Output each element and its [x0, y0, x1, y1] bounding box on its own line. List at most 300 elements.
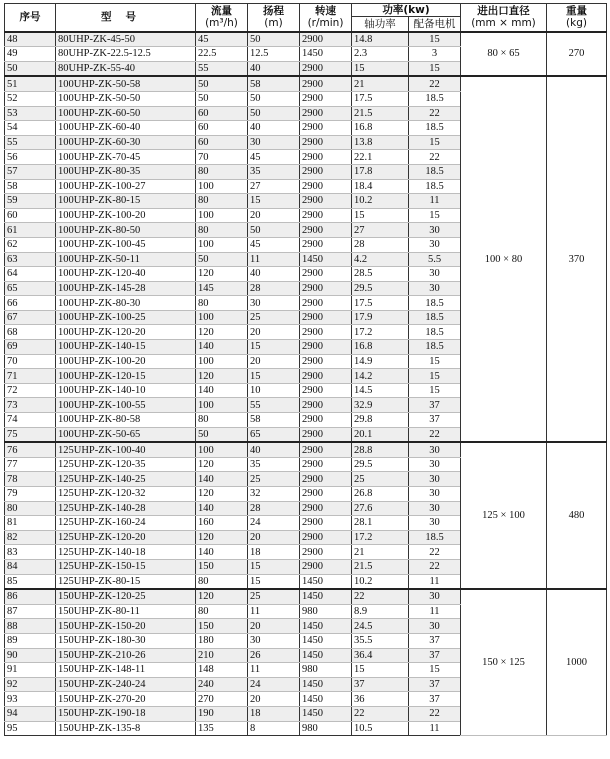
row-no: 54	[5, 121, 56, 136]
row-head: 30	[248, 296, 300, 311]
row-model: 80UHP-ZK-55-40	[56, 61, 196, 76]
row-flow: 120	[196, 589, 248, 604]
row-motor-power: 18.5	[409, 179, 461, 194]
row-shaft-power: 28.8	[352, 442, 409, 457]
row-speed: 1450	[300, 648, 352, 663]
row-shaft-power: 18.4	[352, 179, 409, 194]
row-model: 150UHP-ZK-270-20	[56, 692, 196, 707]
header-motor-power: 配备电机	[409, 17, 461, 32]
row-model: 80UHP-ZK-22.5-12.5	[56, 47, 196, 62]
row-flow: 50	[196, 76, 248, 91]
row-head: 10	[248, 383, 300, 398]
row-motor-power: 5.5	[409, 252, 461, 267]
row-speed: 1450	[300, 47, 352, 62]
row-no: 81	[5, 516, 56, 531]
row-model: 150UHP-ZK-150-20	[56, 619, 196, 634]
row-model: 125UHP-ZK-80-15	[56, 574, 196, 589]
row-shaft-power: 13.8	[352, 135, 409, 150]
row-speed: 2900	[300, 150, 352, 165]
row-motor-power: 30	[409, 487, 461, 502]
row-head: 58	[248, 76, 300, 91]
row-speed: 2900	[300, 32, 352, 47]
group-port-size: 150 × 125	[461, 589, 547, 735]
row-no: 80	[5, 501, 56, 516]
row-speed: 2900	[300, 530, 352, 545]
row-model: 100UHP-ZK-100-27	[56, 179, 196, 194]
row-speed: 2900	[300, 369, 352, 384]
row-motor-power: 30	[409, 472, 461, 487]
row-head: 11	[248, 252, 300, 267]
header-flow-label: 流量	[211, 5, 232, 18]
row-speed: 2900	[300, 325, 352, 340]
row-head: 30	[248, 633, 300, 648]
row-motor-power: 11	[409, 574, 461, 589]
row-model: 100UHP-ZK-80-50	[56, 223, 196, 238]
row-flow: 270	[196, 692, 248, 707]
header-speed	[300, 4, 352, 32]
header-weight-unit: (kg)	[566, 17, 587, 30]
row-model: 100UHP-ZK-120-15	[56, 369, 196, 384]
row-no: 52	[5, 91, 56, 106]
row-flow: 140	[196, 383, 248, 398]
row-shaft-power: 15	[352, 208, 409, 223]
row-flow: 100	[196, 442, 248, 457]
row-flow: 150	[196, 619, 248, 634]
row-shaft-power: 14.2	[352, 369, 409, 384]
row-shaft-power: 21.5	[352, 106, 409, 121]
row-flow: 100	[196, 179, 248, 194]
row-speed: 2900	[300, 559, 352, 574]
header-model: 型号	[56, 4, 196, 32]
row-flow: 140	[196, 472, 248, 487]
row-speed: 2900	[300, 164, 352, 179]
row-speed: 2900	[300, 383, 352, 398]
row-motor-power: 30	[409, 237, 461, 252]
row-speed: 2900	[300, 354, 352, 369]
row-model: 125UHP-ZK-140-18	[56, 545, 196, 560]
header-weight-label: 重量	[566, 5, 587, 18]
row-no: 58	[5, 179, 56, 194]
row-head: 18	[248, 706, 300, 721]
row-head: 28	[248, 281, 300, 296]
row-head: 35	[248, 457, 300, 472]
row-shaft-power: 10.2	[352, 194, 409, 209]
group-weight: 270	[547, 32, 607, 77]
row-shaft-power: 21.5	[352, 559, 409, 574]
row-head: 15	[248, 559, 300, 574]
row-flow: 140	[196, 545, 248, 560]
row-head: 30	[248, 135, 300, 150]
row-motor-power: 37	[409, 692, 461, 707]
row-model: 100UHP-ZK-60-40	[56, 121, 196, 136]
row-head: 12.5	[248, 47, 300, 62]
row-motor-power: 37	[409, 413, 461, 428]
row-shaft-power: 29.5	[352, 281, 409, 296]
pump-spec-table	[4, 3, 607, 736]
row-model: 100UHP-ZK-80-15	[56, 194, 196, 209]
row-no: 87	[5, 604, 56, 619]
row-flow: 22.5	[196, 47, 248, 62]
row-shaft-power: 4.2	[352, 252, 409, 267]
row-shaft-power: 25	[352, 472, 409, 487]
row-speed: 2900	[300, 91, 352, 106]
row-speed: 980	[300, 604, 352, 619]
row-shaft-power: 16.8	[352, 121, 409, 136]
row-motor-power: 18.5	[409, 164, 461, 179]
header-weight	[547, 4, 607, 32]
row-shaft-power: 16.8	[352, 340, 409, 355]
row-no: 85	[5, 574, 56, 589]
row-model: 100UHP-ZK-100-20	[56, 208, 196, 223]
row-no: 79	[5, 487, 56, 502]
row-flow: 80	[196, 296, 248, 311]
table-body	[5, 32, 607, 736]
row-model: 100UHP-ZK-145-28	[56, 281, 196, 296]
row-model: 100UHP-ZK-80-30	[56, 296, 196, 311]
row-flow: 45	[196, 32, 248, 47]
row-head: 20	[248, 692, 300, 707]
row-head: 15	[248, 369, 300, 384]
row-head: 26	[248, 648, 300, 663]
row-motor-power: 30	[409, 619, 461, 634]
row-head: 24	[248, 677, 300, 692]
row-shaft-power: 36	[352, 692, 409, 707]
row-head: 35	[248, 164, 300, 179]
row-motor-power: 22	[409, 106, 461, 121]
row-motor-power: 18.5	[409, 121, 461, 136]
row-head: 25	[248, 310, 300, 325]
row-head: 15	[248, 194, 300, 209]
row-shaft-power: 28	[352, 237, 409, 252]
row-motor-power: 37	[409, 677, 461, 692]
row-shaft-power: 28.5	[352, 267, 409, 282]
row-model: 100UHP-ZK-100-55	[56, 398, 196, 413]
row-model: 125UHP-ZK-160-24	[56, 516, 196, 531]
row-speed: 2900	[300, 281, 352, 296]
row-no: 70	[5, 354, 56, 369]
row-flow: 100	[196, 310, 248, 325]
row-head: 20	[248, 208, 300, 223]
row-flow: 140	[196, 501, 248, 516]
row-no: 73	[5, 398, 56, 413]
row-model: 125UHP-ZK-150-15	[56, 559, 196, 574]
row-no: 90	[5, 648, 56, 663]
row-model: 125UHP-ZK-140-25	[56, 472, 196, 487]
row-motor-power: 3	[409, 47, 461, 62]
header-power: 功率(kw)	[352, 4, 461, 17]
row-flow: 145	[196, 281, 248, 296]
row-model: 150UHP-ZK-120-25	[56, 589, 196, 604]
row-model: 125UHP-ZK-140-28	[56, 501, 196, 516]
row-head: 55	[248, 398, 300, 413]
row-shaft-power: 15	[352, 61, 409, 76]
row-shaft-power: 21	[352, 76, 409, 91]
row-shaft-power: 37	[352, 677, 409, 692]
row-head: 50	[248, 91, 300, 106]
spec-sheet	[4, 3, 606, 736]
row-head: 65	[248, 427, 300, 442]
row-head: 20	[248, 354, 300, 369]
row-motor-power: 11	[409, 721, 461, 736]
table-row	[5, 442, 607, 457]
row-model: 100UHP-ZK-50-58	[56, 76, 196, 91]
row-no: 95	[5, 721, 56, 736]
row-motor-power: 22	[409, 76, 461, 91]
header-head-unit: (m)	[264, 17, 283, 30]
row-no: 60	[5, 208, 56, 223]
row-no: 53	[5, 106, 56, 121]
table-row	[5, 76, 607, 91]
row-speed: 1450	[300, 619, 352, 634]
row-flow: 120	[196, 325, 248, 340]
row-flow: 80	[196, 574, 248, 589]
header-port-unit: (mm × mm)	[471, 17, 536, 30]
header-flow	[196, 4, 248, 32]
row-motor-power: 37	[409, 648, 461, 663]
row-head: 45	[248, 150, 300, 165]
row-flow: 50	[196, 427, 248, 442]
row-head: 20	[248, 325, 300, 340]
row-shaft-power: 2.3	[352, 47, 409, 62]
row-head: 20	[248, 619, 300, 634]
row-no: 86	[5, 589, 56, 604]
row-model: 125UHP-ZK-120-35	[56, 457, 196, 472]
row-shaft-power: 29.5	[352, 457, 409, 472]
row-flow: 100	[196, 237, 248, 252]
row-model: 100UHP-ZK-80-35	[56, 164, 196, 179]
row-no: 64	[5, 267, 56, 282]
row-flow: 50	[196, 91, 248, 106]
row-head: 11	[248, 604, 300, 619]
row-speed: 2900	[300, 61, 352, 76]
row-no: 88	[5, 619, 56, 634]
row-shaft-power: 27	[352, 223, 409, 238]
row-head: 11	[248, 663, 300, 678]
row-shaft-power: 28.1	[352, 516, 409, 531]
row-model: 125UHP-ZK-100-40	[56, 442, 196, 457]
row-motor-power: 30	[409, 442, 461, 457]
row-flow: 120	[196, 530, 248, 545]
header-head-label: 扬程	[263, 5, 284, 18]
row-motor-power: 18.5	[409, 340, 461, 355]
row-motor-power: 15	[409, 208, 461, 223]
row-motor-power: 15	[409, 369, 461, 384]
header-flow-unit: (m³/h)	[205, 17, 238, 30]
row-speed: 2900	[300, 296, 352, 311]
row-speed: 2900	[300, 457, 352, 472]
row-speed: 2900	[300, 472, 352, 487]
row-shaft-power: 21	[352, 545, 409, 560]
row-speed: 2900	[300, 106, 352, 121]
row-flow: 160	[196, 516, 248, 531]
row-head: 40	[248, 267, 300, 282]
row-flow: 210	[196, 648, 248, 663]
header-port-label: 进出口直径	[477, 5, 530, 18]
row-flow: 100	[196, 398, 248, 413]
row-speed: 2900	[300, 179, 352, 194]
row-model: 150UHP-ZK-148-11	[56, 663, 196, 678]
row-no: 63	[5, 252, 56, 267]
row-model: 150UHP-ZK-190-18	[56, 706, 196, 721]
row-shaft-power: 17.9	[352, 310, 409, 325]
row-shaft-power: 20.1	[352, 427, 409, 442]
row-motor-power: 18.5	[409, 310, 461, 325]
row-no: 67	[5, 310, 56, 325]
row-shaft-power: 14.5	[352, 383, 409, 398]
row-motor-power: 15	[409, 32, 461, 47]
header-port	[461, 4, 547, 32]
group-port-size: 100 × 80	[461, 76, 547, 442]
row-flow: 70	[196, 150, 248, 165]
row-head: 50	[248, 32, 300, 47]
row-flow: 80	[196, 604, 248, 619]
row-head: 32	[248, 487, 300, 502]
row-flow: 190	[196, 706, 248, 721]
row-motor-power: 22	[409, 545, 461, 560]
row-shaft-power: 14.9	[352, 354, 409, 369]
row-model: 100UHP-ZK-100-45	[56, 237, 196, 252]
row-flow: 120	[196, 487, 248, 502]
row-flow: 55	[196, 61, 248, 76]
row-head: 58	[248, 413, 300, 428]
row-flow: 50	[196, 252, 248, 267]
row-head: 40	[248, 442, 300, 457]
row-no: 65	[5, 281, 56, 296]
row-motor-power: 30	[409, 267, 461, 282]
row-model: 100UHP-ZK-120-40	[56, 267, 196, 282]
row-no: 94	[5, 706, 56, 721]
row-speed: 1450	[300, 677, 352, 692]
row-head: 27	[248, 179, 300, 194]
row-head: 40	[248, 61, 300, 76]
row-flow: 80	[196, 223, 248, 238]
row-no: 84	[5, 559, 56, 574]
row-no: 61	[5, 223, 56, 238]
group-weight: 480	[547, 442, 607, 589]
row-no: 78	[5, 472, 56, 487]
row-motor-power: 30	[409, 281, 461, 296]
row-shaft-power: 10.2	[352, 574, 409, 589]
group-weight: 370	[547, 76, 607, 442]
row-speed: 2900	[300, 76, 352, 91]
row-shaft-power: 15	[352, 663, 409, 678]
row-motor-power: 22	[409, 706, 461, 721]
row-motor-power: 18.5	[409, 325, 461, 340]
row-shaft-power: 36.4	[352, 648, 409, 663]
row-model: 100UHP-ZK-70-45	[56, 150, 196, 165]
row-shaft-power: 8.9	[352, 604, 409, 619]
row-shaft-power: 22.1	[352, 150, 409, 165]
row-head: 15	[248, 574, 300, 589]
row-speed: 980	[300, 721, 352, 736]
row-model: 100UHP-ZK-50-11	[56, 252, 196, 267]
row-shaft-power: 17.2	[352, 325, 409, 340]
row-model: 100UHP-ZK-50-50	[56, 91, 196, 106]
row-speed: 1450	[300, 589, 352, 604]
row-flow: 120	[196, 267, 248, 282]
row-model: 150UHP-ZK-80-11	[56, 604, 196, 619]
row-shaft-power: 24.5	[352, 619, 409, 634]
group-port-size: 80 × 65	[461, 32, 547, 77]
row-speed: 2900	[300, 135, 352, 150]
group-weight: 1000	[547, 589, 607, 735]
row-flow: 100	[196, 354, 248, 369]
row-speed: 2900	[300, 194, 352, 209]
row-flow: 80	[196, 413, 248, 428]
row-no: 56	[5, 150, 56, 165]
row-no: 68	[5, 325, 56, 340]
table-header	[5, 4, 607, 32]
row-no: 51	[5, 76, 56, 91]
row-flow: 100	[196, 208, 248, 223]
row-motor-power: 30	[409, 516, 461, 531]
row-model: 125UHP-ZK-120-20	[56, 530, 196, 545]
row-shaft-power: 10.5	[352, 721, 409, 736]
row-motor-power: 30	[409, 501, 461, 516]
row-motor-power: 11	[409, 604, 461, 619]
row-model: 100UHP-ZK-50-65	[56, 427, 196, 442]
row-flow: 135	[196, 721, 248, 736]
row-head: 20	[248, 530, 300, 545]
row-head: 50	[248, 223, 300, 238]
row-shaft-power: 22	[352, 589, 409, 604]
row-motor-power: 15	[409, 354, 461, 369]
row-flow: 240	[196, 677, 248, 692]
row-shaft-power: 35.5	[352, 633, 409, 648]
row-motor-power: 15	[409, 61, 461, 76]
row-no: 50	[5, 61, 56, 76]
row-shaft-power: 17.8	[352, 164, 409, 179]
row-head: 25	[248, 472, 300, 487]
row-speed: 2900	[300, 501, 352, 516]
row-model: 100UHP-ZK-60-50	[56, 106, 196, 121]
table-row	[5, 32, 607, 47]
row-flow: 60	[196, 135, 248, 150]
row-shaft-power: 29.8	[352, 413, 409, 428]
row-speed: 2900	[300, 310, 352, 325]
row-motor-power: 37	[409, 398, 461, 413]
row-motor-power: 18.5	[409, 91, 461, 106]
row-flow: 60	[196, 106, 248, 121]
row-motor-power: 11	[409, 194, 461, 209]
row-speed: 2900	[300, 398, 352, 413]
row-no: 83	[5, 545, 56, 560]
row-no: 82	[5, 530, 56, 545]
row-head: 40	[248, 121, 300, 136]
row-motor-power: 15	[409, 383, 461, 398]
row-flow: 150	[196, 559, 248, 574]
row-speed: 2900	[300, 516, 352, 531]
row-model: 100UHP-ZK-100-20	[56, 354, 196, 369]
header-no: 序号	[5, 4, 56, 32]
row-no: 71	[5, 369, 56, 384]
row-shaft-power: 22	[352, 706, 409, 721]
row-no: 91	[5, 663, 56, 678]
row-model: 80UHP-ZK-45-50	[56, 32, 196, 47]
row-shaft-power: 17.2	[352, 530, 409, 545]
row-flow: 180	[196, 633, 248, 648]
row-speed: 2900	[300, 223, 352, 238]
row-motor-power: 30	[409, 223, 461, 238]
row-shaft-power: 26.8	[352, 487, 409, 502]
row-model: 150UHP-ZK-180-30	[56, 633, 196, 648]
row-model: 150UHP-ZK-240-24	[56, 677, 196, 692]
row-model: 150UHP-ZK-210-26	[56, 648, 196, 663]
row-head: 45	[248, 237, 300, 252]
row-no: 66	[5, 296, 56, 311]
row-no: 55	[5, 135, 56, 150]
header-speed-label: 转速	[315, 5, 336, 18]
